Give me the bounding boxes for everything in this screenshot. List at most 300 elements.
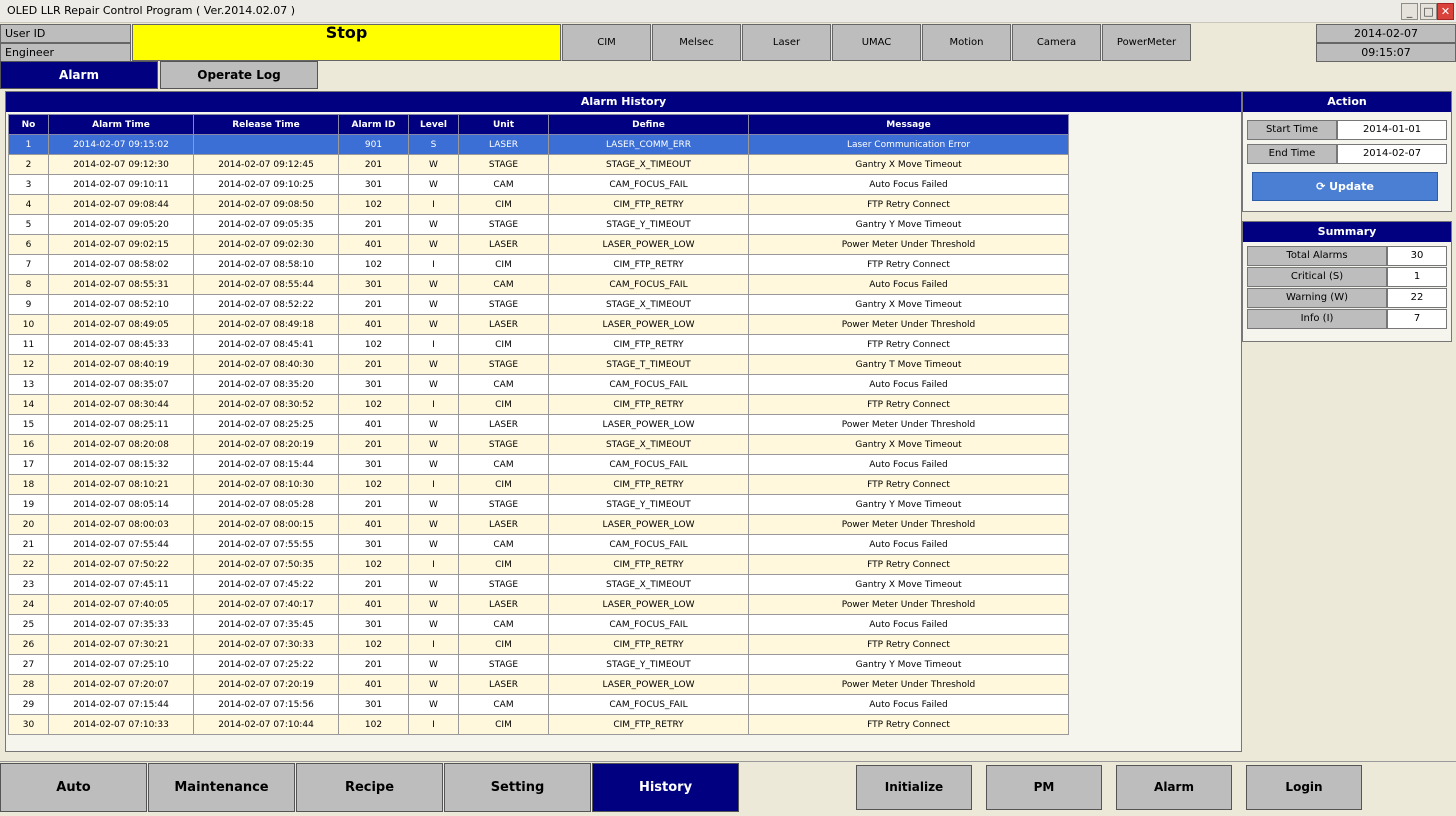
nav-recipe-button[interactable]: Recipe bbox=[296, 763, 443, 812]
cell-message: Power Meter Under Threshold bbox=[749, 415, 1069, 435]
cell-message: Gantry X Move Timeout bbox=[749, 435, 1069, 455]
table-row[interactable] bbox=[9, 195, 1069, 215]
tab-operate-log[interactable]: Operate Log bbox=[160, 61, 318, 89]
cell-define: STAGE_X_TIMEOUT bbox=[549, 575, 749, 595]
cell-message: Gantry X Move Timeout bbox=[749, 295, 1069, 315]
summary-panel bbox=[1242, 221, 1452, 342]
cell-alarm-time: 2014-02-07 08:52:10 bbox=[49, 295, 194, 315]
cell-release-time: 2014-02-07 07:25:22 bbox=[194, 655, 339, 675]
cell-unit: STAGE bbox=[459, 575, 549, 595]
cell-release-time: 2014-02-07 08:20:19 bbox=[194, 435, 339, 455]
table-row[interactable] bbox=[9, 635, 1069, 655]
cell-unit: CIM bbox=[459, 715, 549, 735]
table-row[interactable] bbox=[9, 315, 1069, 335]
cell-unit: STAGE bbox=[459, 655, 549, 675]
alarm-history-title: Alarm History bbox=[6, 92, 1241, 112]
cell-release-time: 2014-02-07 07:45:22 bbox=[194, 575, 339, 595]
table-row[interactable] bbox=[9, 435, 1069, 455]
column-header-message[interactable]: Message bbox=[749, 115, 1069, 135]
cell-alarm-id: 201 bbox=[339, 435, 409, 455]
cell-unit: LASER bbox=[459, 235, 549, 255]
action-title: Action bbox=[1243, 92, 1451, 112]
cell-alarm-id: 301 bbox=[339, 455, 409, 475]
cell-message: FTP Retry Connect bbox=[749, 715, 1069, 735]
cell-define: STAGE_X_TIMEOUT bbox=[549, 435, 749, 455]
cell-no: 16 bbox=[9, 435, 49, 455]
column-header-alarm-time[interactable]: Alarm Time bbox=[49, 115, 194, 135]
cell-level: I bbox=[409, 635, 459, 655]
end-time-label: End Time bbox=[1247, 144, 1337, 164]
summary-info-i-value: 7 bbox=[1387, 309, 1447, 329]
cell-no: 25 bbox=[9, 615, 49, 635]
cell-release-time: 2014-02-07 09:10:25 bbox=[194, 175, 339, 195]
device-powermeter-button[interactable]: PowerMeter bbox=[1102, 24, 1191, 61]
cell-level: I bbox=[409, 715, 459, 735]
cell-alarm-id: 201 bbox=[339, 355, 409, 375]
cell-alarm-time: 2014-02-07 07:10:33 bbox=[49, 715, 194, 735]
cell-define: LASER_POWER_LOW bbox=[549, 515, 749, 535]
cell-no: 4 bbox=[9, 195, 49, 215]
table-row[interactable] bbox=[9, 135, 1069, 155]
cell-level: W bbox=[409, 155, 459, 175]
cell-unit: CIM bbox=[459, 395, 549, 415]
column-header-unit[interactable]: Unit bbox=[459, 115, 549, 135]
cell-no: 10 bbox=[9, 315, 49, 335]
nav-auto-button[interactable]: Auto bbox=[0, 763, 147, 812]
cell-no: 23 bbox=[9, 575, 49, 595]
summary-info-i-label: Info (I) bbox=[1247, 309, 1387, 329]
cell-unit: CAM bbox=[459, 275, 549, 295]
table-row[interactable] bbox=[9, 395, 1069, 415]
cell-alarm-time: 2014-02-07 07:45:11 bbox=[49, 575, 194, 595]
user-role: Engineer bbox=[0, 43, 131, 62]
cell-alarm-id: 201 bbox=[339, 295, 409, 315]
cell-level: I bbox=[409, 395, 459, 415]
cell-level: W bbox=[409, 655, 459, 675]
cell-define: LASER_POWER_LOW bbox=[549, 235, 749, 255]
cell-define: CIM_FTP_RETRY bbox=[549, 715, 749, 735]
cell-level: W bbox=[409, 455, 459, 475]
cell-release-time: 2014-02-07 08:35:20 bbox=[194, 375, 339, 395]
table-row[interactable] bbox=[9, 595, 1069, 615]
cell-unit: LASER bbox=[459, 315, 549, 335]
cell-alarm-id: 102 bbox=[339, 195, 409, 215]
cell-unit: STAGE bbox=[459, 155, 549, 175]
cell-level: W bbox=[409, 615, 459, 635]
cell-release-time: 2014-02-07 09:08:50 bbox=[194, 195, 339, 215]
cell-no: 14 bbox=[9, 395, 49, 415]
alarm-history-panel bbox=[5, 91, 1242, 752]
cell-alarm-id: 401 bbox=[339, 315, 409, 335]
cell-level: W bbox=[409, 315, 459, 335]
cell-define: CIM_FTP_RETRY bbox=[549, 635, 749, 655]
table-row[interactable] bbox=[9, 555, 1069, 575]
cell-release-time: 2014-02-07 08:30:52 bbox=[194, 395, 339, 415]
cell-alarm-time: 2014-02-07 09:05:20 bbox=[49, 215, 194, 235]
cell-no: 28 bbox=[9, 675, 49, 695]
cell-alarm-time: 2014-02-07 08:49:05 bbox=[49, 315, 194, 335]
cell-level: I bbox=[409, 475, 459, 495]
cell-no: 2 bbox=[9, 155, 49, 175]
cell-level: I bbox=[409, 555, 459, 575]
column-header-level[interactable]: Level bbox=[409, 115, 459, 135]
cell-no: 29 bbox=[9, 695, 49, 715]
table-row[interactable] bbox=[9, 275, 1069, 295]
cell-no: 20 bbox=[9, 515, 49, 535]
summary-title: Summary bbox=[1243, 222, 1451, 242]
table-row[interactable] bbox=[9, 515, 1069, 535]
cell-no: 6 bbox=[9, 235, 49, 255]
table-row[interactable] bbox=[9, 335, 1069, 355]
cell-level: I bbox=[409, 195, 459, 215]
cell-define: LASER_POWER_LOW bbox=[549, 415, 749, 435]
cell-alarm-id: 901 bbox=[339, 135, 409, 155]
cell-alarm-time: 2014-02-07 07:35:33 bbox=[49, 615, 194, 635]
column-header-no[interactable]: No bbox=[9, 115, 49, 135]
cell-release-time: 2014-02-07 09:05:35 bbox=[194, 215, 339, 235]
table-row[interactable] bbox=[9, 215, 1069, 235]
cell-level: I bbox=[409, 335, 459, 355]
nav-history-button[interactable]: History bbox=[592, 763, 739, 812]
cell-unit: CAM bbox=[459, 615, 549, 635]
cell-message: Power Meter Under Threshold bbox=[749, 595, 1069, 615]
column-header-define[interactable]: Define bbox=[549, 115, 749, 135]
cell-unit: LASER bbox=[459, 675, 549, 695]
cell-define: LASER_POWER_LOW bbox=[549, 675, 749, 695]
cell-alarm-id: 401 bbox=[339, 235, 409, 255]
cell-alarm-id: 201 bbox=[339, 575, 409, 595]
cell-alarm-time: 2014-02-07 08:05:14 bbox=[49, 495, 194, 515]
cell-message: FTP Retry Connect bbox=[749, 555, 1069, 575]
cell-no: 17 bbox=[9, 455, 49, 475]
cell-release-time: 2014-02-07 07:55:55 bbox=[194, 535, 339, 555]
cell-define: STAGE_Y_TIMEOUT bbox=[549, 655, 749, 675]
cell-level: W bbox=[409, 575, 459, 595]
cell-unit: CIM bbox=[459, 195, 549, 215]
cell-define: LASER_POWER_LOW bbox=[549, 315, 749, 335]
alarm-action-button[interactable]: Alarm bbox=[1116, 765, 1232, 810]
cell-define: STAGE_T_TIMEOUT bbox=[549, 355, 749, 375]
start-time-label: Start Time bbox=[1247, 120, 1337, 140]
table-row[interactable] bbox=[9, 255, 1069, 275]
cell-level: W bbox=[409, 695, 459, 715]
cell-message: Gantry T Move Timeout bbox=[749, 355, 1069, 375]
cell-define: CAM_FOCUS_FAIL bbox=[549, 375, 749, 395]
cell-alarm-id: 201 bbox=[339, 215, 409, 235]
column-header-release-time[interactable]: Release Time bbox=[194, 115, 339, 135]
cell-alarm-id: 301 bbox=[339, 535, 409, 555]
cell-alarm-id: 301 bbox=[339, 615, 409, 635]
summary-total-alarms-value: 30 bbox=[1387, 246, 1447, 266]
cell-define: CAM_FOCUS_FAIL bbox=[549, 455, 749, 475]
cell-level: W bbox=[409, 355, 459, 375]
table-row[interactable] bbox=[9, 295, 1069, 315]
cell-alarm-time: 2014-02-07 08:30:44 bbox=[49, 395, 194, 415]
cell-release-time: 2014-02-07 07:30:33 bbox=[194, 635, 339, 655]
cell-alarm-time: 2014-02-07 07:15:44 bbox=[49, 695, 194, 715]
cell-alarm-id: 401 bbox=[339, 595, 409, 615]
minimize-button[interactable]: _ bbox=[1401, 3, 1418, 20]
nav-setting-button[interactable]: Setting bbox=[444, 763, 591, 812]
cell-no: 5 bbox=[9, 215, 49, 235]
device-umac-button[interactable]: UMAC bbox=[832, 24, 921, 61]
cell-unit: CAM bbox=[459, 175, 549, 195]
cell-alarm-id: 102 bbox=[339, 255, 409, 275]
cell-release-time: 2014-02-07 08:52:22 bbox=[194, 295, 339, 315]
cell-no: 24 bbox=[9, 595, 49, 615]
tab-alarm[interactable]: Alarm bbox=[0, 61, 158, 89]
cell-level: W bbox=[409, 675, 459, 695]
cell-release-time: 2014-02-07 08:58:10 bbox=[194, 255, 339, 275]
cell-release-time bbox=[194, 135, 339, 155]
table-row[interactable] bbox=[9, 355, 1069, 375]
cell-release-time: 2014-02-07 08:49:18 bbox=[194, 315, 339, 335]
cell-message: Auto Focus Failed bbox=[749, 615, 1069, 635]
cell-unit: CIM bbox=[459, 635, 549, 655]
cell-message: Gantry Y Move Timeout bbox=[749, 655, 1069, 675]
cell-no: 12 bbox=[9, 355, 49, 375]
cell-release-time: 2014-02-07 09:12:45 bbox=[194, 155, 339, 175]
window-title: OLED LLR Repair Control Program ( Ver.2014.02.07 ) bbox=[7, 4, 295, 17]
cell-no: 13 bbox=[9, 375, 49, 395]
table-row[interactable] bbox=[9, 535, 1069, 555]
cell-message: Gantry X Move Timeout bbox=[749, 575, 1069, 595]
cell-no: 26 bbox=[9, 635, 49, 655]
cell-alarm-time: 2014-02-07 07:55:44 bbox=[49, 535, 194, 555]
cell-no: 22 bbox=[9, 555, 49, 575]
cell-message: Laser Communication Error bbox=[749, 135, 1069, 155]
cell-alarm-time: 2014-02-07 08:40:19 bbox=[49, 355, 194, 375]
cell-no: 27 bbox=[9, 655, 49, 675]
cell-unit: STAGE bbox=[459, 495, 549, 515]
cell-define: CAM_FOCUS_FAIL bbox=[549, 175, 749, 195]
table-row[interactable] bbox=[9, 375, 1069, 395]
cell-no: 19 bbox=[9, 495, 49, 515]
cell-alarm-id: 301 bbox=[339, 375, 409, 395]
initialize-action-button[interactable]: Initialize bbox=[856, 765, 972, 810]
cell-alarm-time: 2014-02-07 08:55:31 bbox=[49, 275, 194, 295]
action-panel bbox=[1242, 91, 1452, 212]
cell-define: CIM_FTP_RETRY bbox=[549, 335, 749, 355]
table-row[interactable] bbox=[9, 615, 1069, 635]
cell-define: CIM_FTP_RETRY bbox=[549, 255, 749, 275]
cell-alarm-id: 301 bbox=[339, 175, 409, 195]
cell-define: CAM_FOCUS_FAIL bbox=[549, 695, 749, 715]
table-row[interactable] bbox=[9, 575, 1069, 595]
summary-warning-w-value: 22 bbox=[1387, 288, 1447, 308]
cell-define: STAGE_Y_TIMEOUT bbox=[549, 495, 749, 515]
device-melsec-button[interactable]: Melsec bbox=[652, 24, 741, 61]
cell-release-time: 2014-02-07 08:05:28 bbox=[194, 495, 339, 515]
cell-unit: CIM bbox=[459, 555, 549, 575]
cell-level: W bbox=[409, 515, 459, 535]
cell-alarm-time: 2014-02-07 08:25:11 bbox=[49, 415, 194, 435]
cell-alarm-time: 2014-02-07 09:12:30 bbox=[49, 155, 194, 175]
cell-message: FTP Retry Connect bbox=[749, 255, 1069, 275]
cell-unit: STAGE bbox=[459, 435, 549, 455]
cell-message: Auto Focus Failed bbox=[749, 535, 1069, 555]
table-row[interactable] bbox=[9, 175, 1069, 195]
cell-release-time: 2014-02-07 07:10:44 bbox=[194, 715, 339, 735]
cell-message: Auto Focus Failed bbox=[749, 455, 1069, 475]
cell-message: Gantry Y Move Timeout bbox=[749, 495, 1069, 515]
table-row[interactable] bbox=[9, 495, 1069, 515]
cell-alarm-id: 201 bbox=[339, 655, 409, 675]
cell-alarm-time: 2014-02-07 07:30:21 bbox=[49, 635, 194, 655]
cell-message: Power Meter Under Threshold bbox=[749, 315, 1069, 335]
cell-unit: CAM bbox=[459, 695, 549, 715]
cell-level: S bbox=[409, 135, 459, 155]
cell-level: W bbox=[409, 495, 459, 515]
summary-critical-s-value: 1 bbox=[1387, 267, 1447, 287]
cell-level: W bbox=[409, 175, 459, 195]
table-row[interactable] bbox=[9, 455, 1069, 475]
cell-alarm-time: 2014-02-07 09:10:11 bbox=[49, 175, 194, 195]
current-date: 2014-02-07 bbox=[1316, 24, 1456, 43]
cell-alarm-time: 2014-02-07 07:20:07 bbox=[49, 675, 194, 695]
cell-level: W bbox=[409, 415, 459, 435]
cell-define: STAGE_Y_TIMEOUT bbox=[549, 215, 749, 235]
cell-release-time: 2014-02-07 08:15:44 bbox=[194, 455, 339, 475]
cell-no: 9 bbox=[9, 295, 49, 315]
cell-level: W bbox=[409, 235, 459, 255]
table-row[interactable] bbox=[9, 415, 1069, 435]
cell-unit: STAGE bbox=[459, 295, 549, 315]
cell-define: CAM_FOCUS_FAIL bbox=[549, 275, 749, 295]
cell-release-time: 2014-02-07 07:35:45 bbox=[194, 615, 339, 635]
cell-define: STAGE_X_TIMEOUT bbox=[549, 295, 749, 315]
cell-no: 18 bbox=[9, 475, 49, 495]
device-camera-button[interactable]: Camera bbox=[1012, 24, 1101, 61]
cell-release-time: 2014-02-07 08:25:25 bbox=[194, 415, 339, 435]
cell-no: 15 bbox=[9, 415, 49, 435]
cell-release-time: 2014-02-07 08:55:44 bbox=[194, 275, 339, 295]
cell-define: CIM_FTP_RETRY bbox=[549, 475, 749, 495]
cell-alarm-time: 2014-02-07 08:10:21 bbox=[49, 475, 194, 495]
cell-alarm-time: 2014-02-07 08:45:33 bbox=[49, 335, 194, 355]
cell-unit: STAGE bbox=[459, 355, 549, 375]
cell-message: FTP Retry Connect bbox=[749, 395, 1069, 415]
cell-alarm-time: 2014-02-07 08:15:32 bbox=[49, 455, 194, 475]
current-time: 09:15:07 bbox=[1316, 43, 1456, 62]
close-button[interactable]: ✕ bbox=[1437, 3, 1454, 20]
table-row[interactable] bbox=[9, 715, 1069, 735]
cell-alarm-id: 102 bbox=[339, 395, 409, 415]
cell-define: CAM_FOCUS_FAIL bbox=[549, 535, 749, 555]
cell-level: W bbox=[409, 295, 459, 315]
cell-unit: LASER bbox=[459, 595, 549, 615]
pm-action-button[interactable]: PM bbox=[986, 765, 1102, 810]
cell-release-time: 2014-02-07 07:40:17 bbox=[194, 595, 339, 615]
cell-alarm-id: 102 bbox=[339, 635, 409, 655]
cell-message: FTP Retry Connect bbox=[749, 335, 1069, 355]
table-row[interactable] bbox=[9, 235, 1069, 255]
cell-release-time: 2014-02-07 07:50:35 bbox=[194, 555, 339, 575]
cell-message: Auto Focus Failed bbox=[749, 175, 1069, 195]
cell-no: 30 bbox=[9, 715, 49, 735]
start-time-input[interactable]: 2014-01-01 bbox=[1337, 120, 1447, 140]
cell-define: LASER_COMM_ERR bbox=[549, 135, 749, 155]
cell-release-time: 2014-02-07 09:02:30 bbox=[194, 235, 339, 255]
cell-alarm-time: 2014-02-07 08:00:03 bbox=[49, 515, 194, 535]
nav-maintenance-button[interactable]: Maintenance bbox=[148, 763, 295, 812]
cell-unit: CAM bbox=[459, 455, 549, 475]
summary-critical-s-label: Critical (S) bbox=[1247, 267, 1387, 287]
cell-alarm-time: 2014-02-07 07:50:22 bbox=[49, 555, 194, 575]
cell-alarm-id: 401 bbox=[339, 415, 409, 435]
cell-message: Auto Focus Failed bbox=[749, 275, 1069, 295]
update-button[interactable]: ⟳ Update bbox=[1252, 172, 1438, 201]
cell-alarm-id: 301 bbox=[339, 275, 409, 295]
cell-alarm-id: 201 bbox=[339, 495, 409, 515]
cell-unit: CAM bbox=[459, 535, 549, 555]
cell-level: W bbox=[409, 375, 459, 395]
cell-level: W bbox=[409, 435, 459, 455]
cell-alarm-id: 102 bbox=[339, 475, 409, 495]
cell-release-time: 2014-02-07 07:20:19 bbox=[194, 675, 339, 695]
cell-alarm-time: 2014-02-07 08:58:02 bbox=[49, 255, 194, 275]
cell-alarm-time: 2014-02-07 08:35:07 bbox=[49, 375, 194, 395]
machine-status: Stop bbox=[132, 24, 561, 61]
cell-level: W bbox=[409, 215, 459, 235]
cell-alarm-time: 2014-02-07 07:25:10 bbox=[49, 655, 194, 675]
cell-level: W bbox=[409, 275, 459, 295]
device-motion-button[interactable]: Motion bbox=[922, 24, 1011, 61]
cell-alarm-time: 2014-02-07 07:40:05 bbox=[49, 595, 194, 615]
end-time-input[interactable]: 2014-02-07 bbox=[1337, 144, 1447, 164]
maximize-button[interactable]: □ bbox=[1420, 3, 1437, 20]
device-cim-button[interactable]: CIM bbox=[562, 24, 651, 61]
cell-release-time: 2014-02-07 07:15:56 bbox=[194, 695, 339, 715]
cell-unit: CIM bbox=[459, 475, 549, 495]
cell-message: FTP Retry Connect bbox=[749, 195, 1069, 215]
cell-unit: LASER bbox=[459, 415, 549, 435]
cell-unit: LASER bbox=[459, 135, 549, 155]
table-row[interactable] bbox=[9, 695, 1069, 715]
table-row[interactable] bbox=[9, 155, 1069, 175]
cell-alarm-id: 401 bbox=[339, 675, 409, 695]
cell-alarm-id: 102 bbox=[339, 555, 409, 575]
table-row[interactable] bbox=[9, 475, 1069, 495]
cell-message: Power Meter Under Threshold bbox=[749, 515, 1069, 535]
cell-alarm-time: 2014-02-07 09:02:15 bbox=[49, 235, 194, 255]
cell-release-time: 2014-02-07 08:45:41 bbox=[194, 335, 339, 355]
cell-unit: CIM bbox=[459, 255, 549, 275]
cell-level: I bbox=[409, 255, 459, 275]
table-row[interactable] bbox=[9, 675, 1069, 695]
cell-release-time: 2014-02-07 08:40:30 bbox=[194, 355, 339, 375]
table-row[interactable] bbox=[9, 655, 1069, 675]
device-laser-button[interactable]: Laser bbox=[742, 24, 831, 61]
cell-alarm-id: 401 bbox=[339, 515, 409, 535]
column-header-alarm-id[interactable]: Alarm ID bbox=[339, 115, 409, 135]
cell-alarm-time: 2014-02-07 09:08:44 bbox=[49, 195, 194, 215]
cell-define: LASER_POWER_LOW bbox=[549, 595, 749, 615]
cell-no: 7 bbox=[9, 255, 49, 275]
cell-alarm-time: 2014-02-07 08:20:08 bbox=[49, 435, 194, 455]
cell-message: Gantry Y Move Timeout bbox=[749, 215, 1069, 235]
cell-message: Power Meter Under Threshold bbox=[749, 675, 1069, 695]
cell-unit: STAGE bbox=[459, 215, 549, 235]
login-action-button[interactable]: Login bbox=[1246, 765, 1362, 810]
cell-level: W bbox=[409, 535, 459, 555]
cell-define: CAM_FOCUS_FAIL bbox=[549, 615, 749, 635]
cell-define: CIM_FTP_RETRY bbox=[549, 195, 749, 215]
cell-message: Auto Focus Failed bbox=[749, 695, 1069, 715]
cell-define: CIM_FTP_RETRY bbox=[549, 395, 749, 415]
title-bar bbox=[0, 0, 1456, 23]
cell-no: 3 bbox=[9, 175, 49, 195]
